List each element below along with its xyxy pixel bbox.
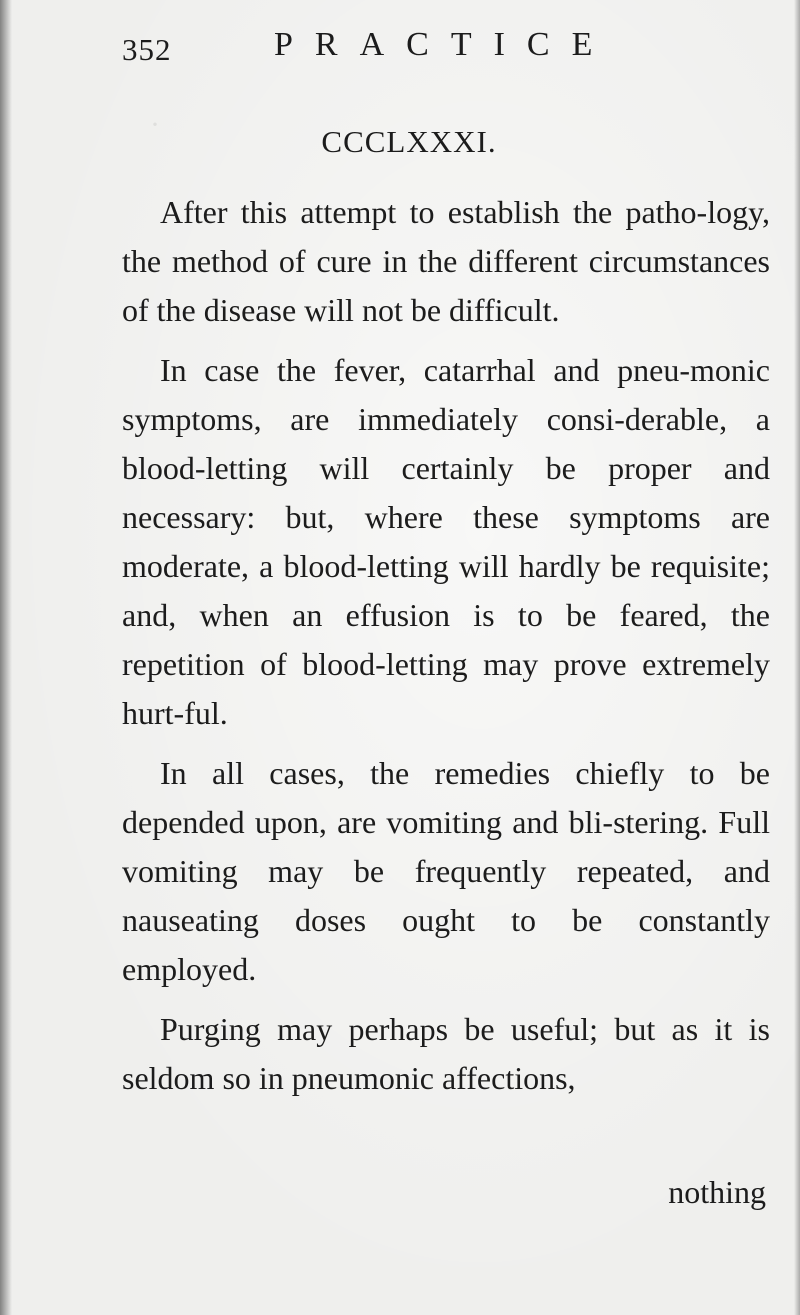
bleed-through: · [150,108,160,141]
paragraph-3: In all cases, the remedies chiefly to be depended upon, are vomiting and bli-stering. Full vomiting may be frequently repeated, and nauseating doses ought to be constantly employed. [122,755,770,987]
paragraph-4: Purging may perhaps be useful; but as it is seldom so in pneumonic affections, [122,1011,770,1096]
page-header [122,26,762,70]
paragraph-1: After this attempt to establish the patho-logy, the method of cure in the different circumstances of the disease will not be difficult. [122,194,770,328]
section-numeral: CCCLXXXI. [321,124,497,159]
page-number: 352 [122,32,172,67]
body-text [122,188,770,1114]
running-head: PRACTICE [274,26,615,63]
paragraph-2: In case the fever, catarrhal and pneu-monic symptoms, are immediately consi-derable, a blood-letting will certainly be proper and necessary: but, where these symptoms are moderate, a blood-letting will hardly be requisite; and, when an effusion is to be feared, the repetition of blood-letting may prove extremely hurt-ful. [122,352,770,731]
catchword: nothing [668,1174,766,1210]
